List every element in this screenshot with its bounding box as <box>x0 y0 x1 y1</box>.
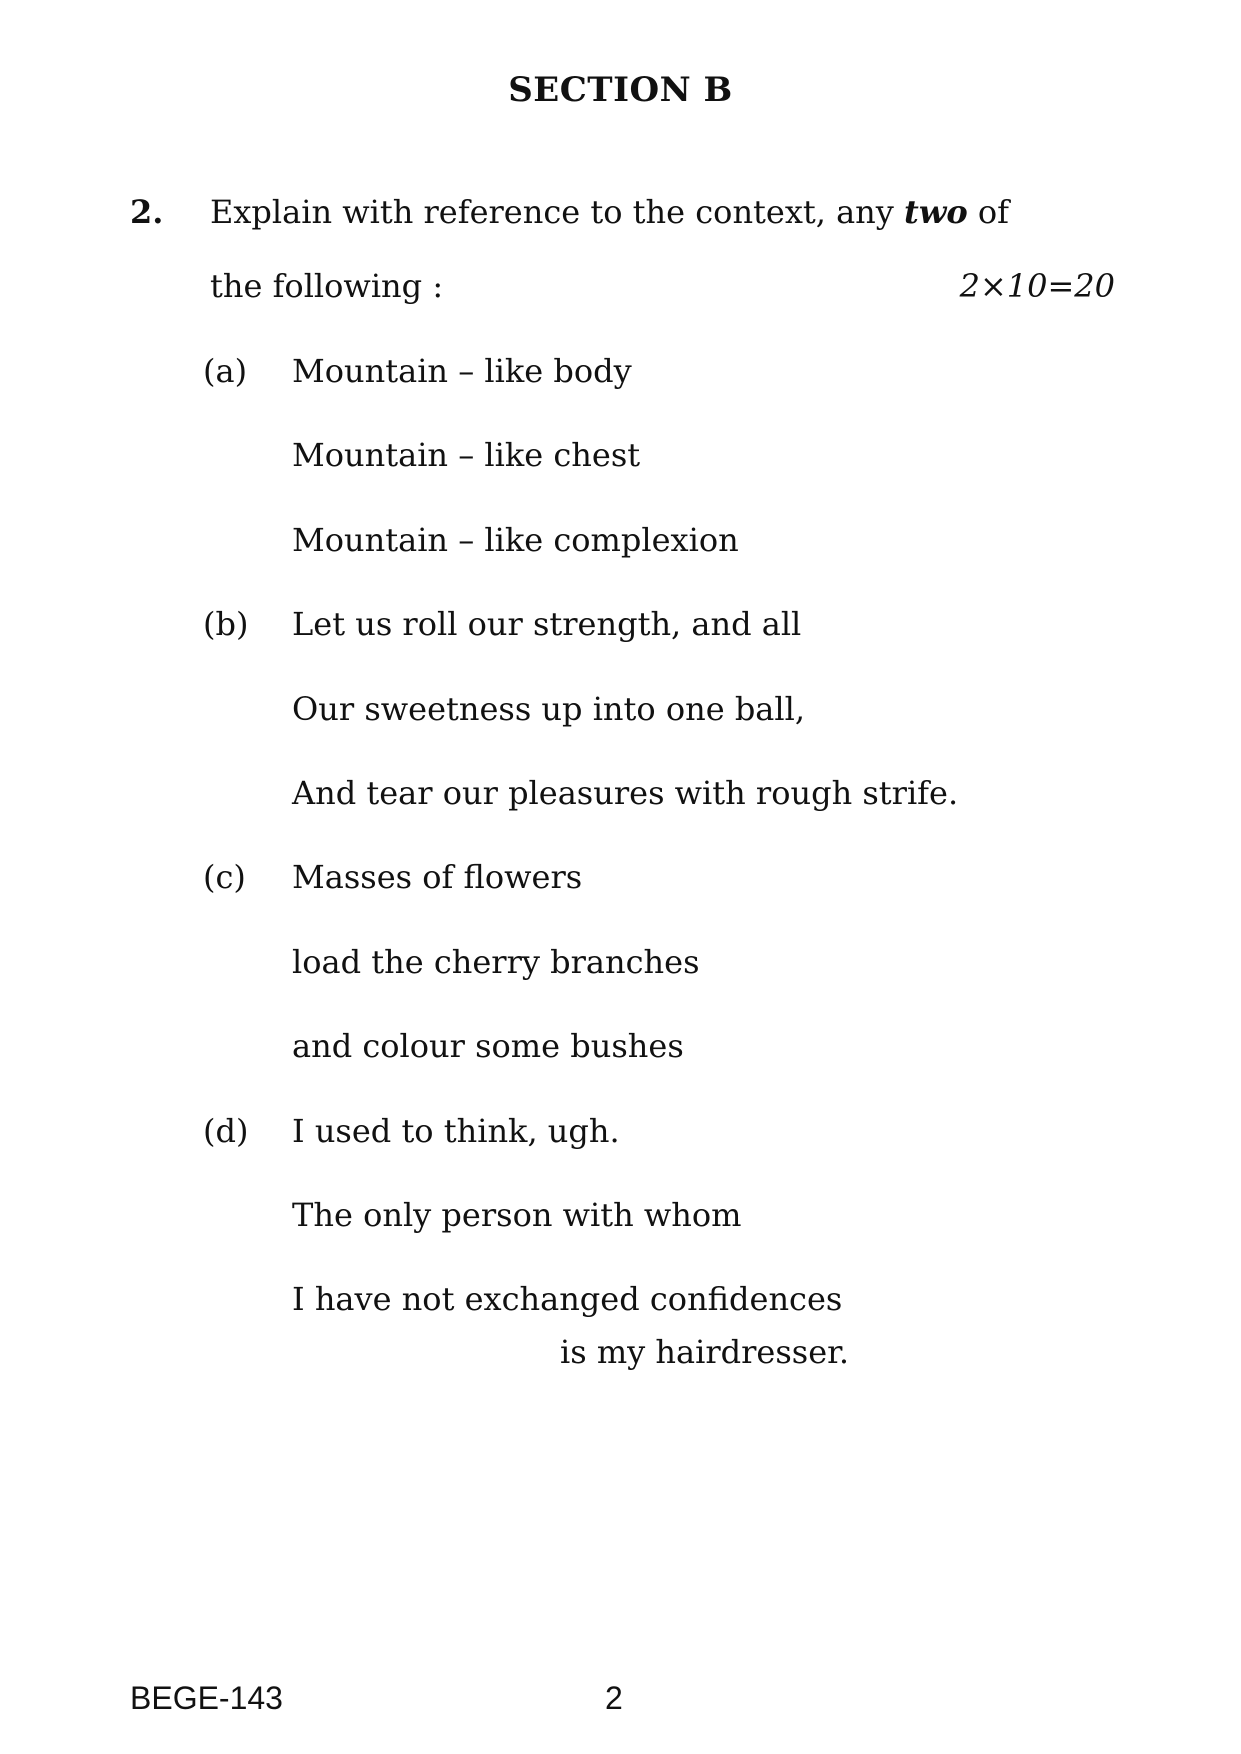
question-text-emphasis: two <box>904 193 968 231</box>
item-c-line-3: and colour some bushes <box>292 1027 684 1065</box>
question-text-line-2: the following : <box>210 267 444 305</box>
footer-course-code: BEGE-143 <box>130 1680 283 1716</box>
item-d-line-3: I have not exchanged confidences <box>292 1280 843 1318</box>
item-b-line-3: And tear our pleasures with rough strife. <box>292 774 959 812</box>
item-label-a: (a) <box>203 352 248 390</box>
item-d-line-2: The only person with whom <box>292 1196 742 1234</box>
section-title: SECTION B <box>508 70 733 110</box>
item-c-line-1: Masses of flowers <box>292 858 583 896</box>
item-a-line-1: Mountain – like body <box>292 352 632 390</box>
item-a-line-2: Mountain – like chest <box>292 436 641 474</box>
question-text-before: Explain with reference to the context, any <box>210 193 905 231</box>
item-d-line-4: is my hairdresser. <box>560 1333 850 1371</box>
footer-page-number: 2 <box>605 1680 623 1716</box>
item-c-line-2: load the cherry branches <box>292 943 700 981</box>
item-label-d: (d) <box>203 1112 249 1150</box>
question-number: 2. <box>130 193 164 231</box>
item-label-b: (b) <box>203 605 249 643</box>
item-d-line-1: I used to think, ugh. <box>292 1112 620 1150</box>
question-text-after: of <box>967 193 1009 231</box>
question-text-line-1 <box>210 193 1009 231</box>
item-a-line-3: Mountain – like complexion <box>292 521 739 559</box>
item-b-line-2: Our sweetness up into one ball, <box>292 690 806 728</box>
question-marks: 2×10=20 <box>959 267 1115 305</box>
item-b-line-1: Let us roll our strength, and all <box>292 605 802 643</box>
item-label-c: (c) <box>203 858 246 896</box>
